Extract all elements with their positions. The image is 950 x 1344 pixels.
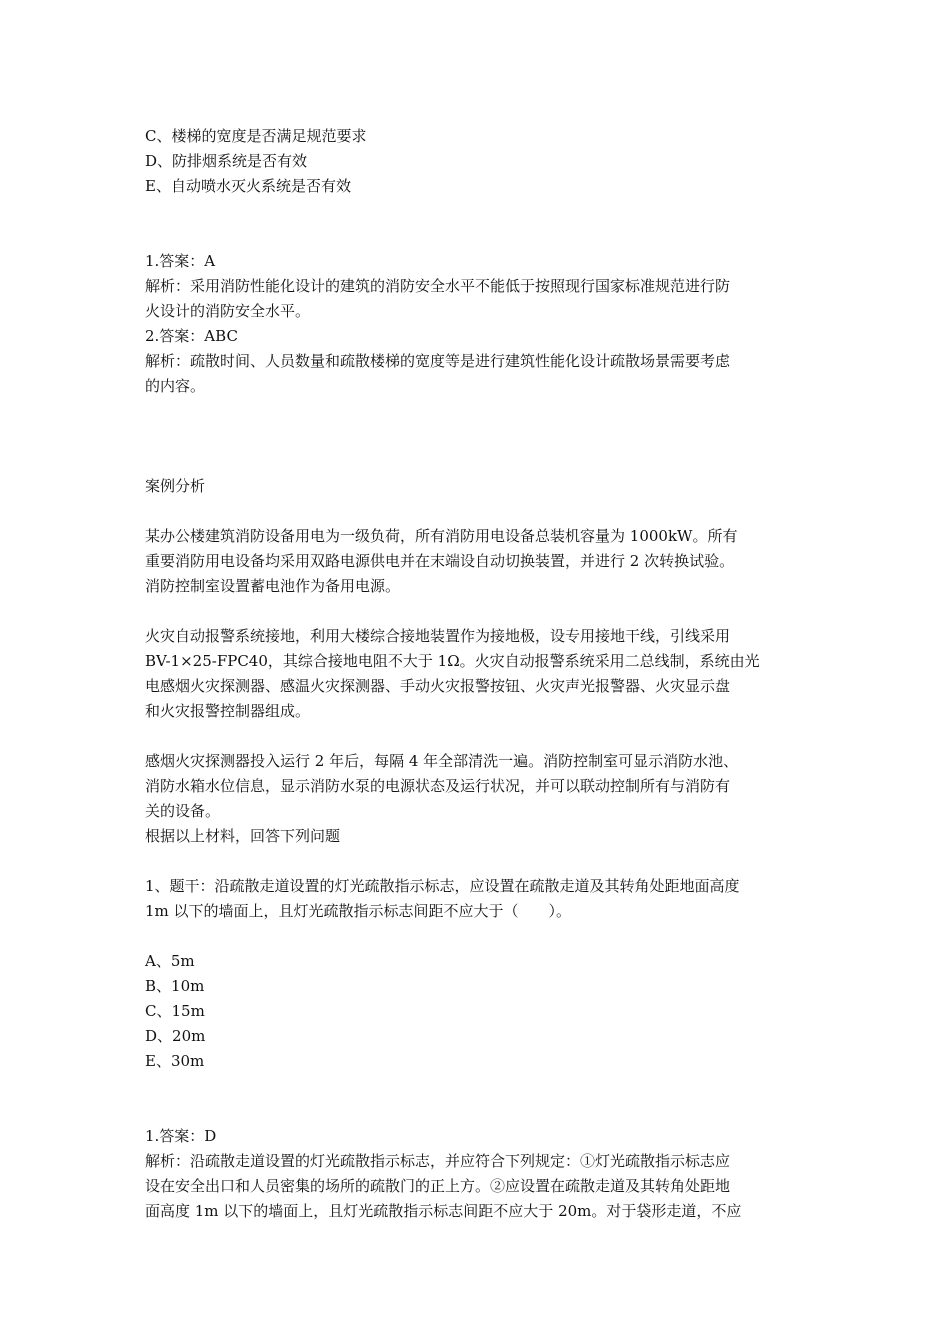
answer-2: 2.答案：ABC xyxy=(145,327,238,345)
case-paragraph-1-line-3: 消防控制室设置蓄电池作为备用电源。 xyxy=(145,577,401,595)
explanation-1-line-2: 火设计的消防安全水平。 xyxy=(145,302,311,320)
option-e: E、自动喷水灭火系统是否有效 xyxy=(145,177,351,195)
answer-q1-explanation-line-1: 解析：沿疏散走道设置的灯光疏散指示标志，并应符合下列规定：①灯光疏散指示标志应 xyxy=(145,1152,731,1170)
option-c: C、楼梯的宽度是否满足规范要求 xyxy=(145,127,367,145)
case-paragraph-1-line-2: 重要消防用电设备均采用双路电源供电并在末端设自动切换装置，并进行 2 次转换试验。 xyxy=(145,552,735,570)
case-paragraph-3-line-3: 关的设备。 xyxy=(145,802,221,820)
question-1-option-d: D、20m xyxy=(145,1027,206,1045)
answer-q1: 1.答案：D xyxy=(145,1127,217,1145)
question-1-option-a: A、5m xyxy=(145,952,195,970)
case-paragraph-2-line-3: 电感烟火灾探测器、感温火灾探测器、手动火灾报警按钮、火灾声光报警器、火灾显示盘 xyxy=(145,677,731,695)
question-1-option-e: E、30m xyxy=(145,1052,205,1070)
case-paragraph-1-line-1: 某办公楼建筑消防设备用电为一级负荷，所有消防用电设备总装机容量为 1000kW。所有 xyxy=(145,527,738,545)
case-paragraph-3-line-1: 感烟火灾探测器投入运行 2 年后，每隔 4 年全部清洗一遍。消防控制室可显示消防水池、 xyxy=(145,752,739,770)
case-paragraph-2-line-2: BV-1×25-FPC40，其综合接地电阻不大于 1Ω。火灾自动报警系统采用二总线制，系统由光 xyxy=(145,652,760,670)
case-paragraph-3-line-2: 消防水箱水位信息，显示消防水泵的电源状态及运行状况，并可以联动控制所有与消防有 xyxy=(145,777,731,795)
option-d: D、防排烟系统是否有效 xyxy=(145,152,308,170)
answer-1: 1.答案：A xyxy=(145,252,216,270)
question-1-option-c: C、15m xyxy=(145,1002,205,1020)
case-instruction: 根据以上材料，回答下列问题 xyxy=(145,827,341,845)
answer-q1-explanation-line-3: 面高度 1m 以下的墙面上，且灯光疏散指示标志间距不应大于 20m。对于袋形走道，不应 xyxy=(145,1202,742,1220)
case-paragraph-2-line-4: 和火灾报警控制器组成。 xyxy=(145,702,311,720)
answer-q1-explanation-line-2: 设在安全出口和人员密集的场所的疏散门的正上方。②应设置在疏散走道及其转角处距地 xyxy=(145,1177,731,1195)
explanation-2-line-1: 解析：疏散时间、人员数量和疏散楼梯的宽度等是进行建筑性能化设计疏散场景需要考虑 xyxy=(145,352,731,370)
question-1-option-b: B、10m xyxy=(145,977,205,995)
explanation-1-line-1: 解析：采用消防性能化设计的建筑的消防安全水平不能低于按照现行国家标准规范进行防 xyxy=(145,277,731,295)
case-heading: 案例分析 xyxy=(145,477,206,495)
question-1-line-1: 1、题干：沿疏散走道设置的灯光疏散指示标志，应设置在疏散走道及其转角处距地面高度 xyxy=(145,877,740,895)
question-1-line-2: 1m 以下的墙面上，且灯光疏散指示标志间距不应大于（ ）。 xyxy=(145,902,572,920)
case-paragraph-2-line-1: 火灾自动报警系统接地，利用大楼综合接地装置作为接地极，设专用接地干线，引线采用 xyxy=(145,627,731,645)
explanation-2-line-2: 的内容。 xyxy=(145,377,206,395)
